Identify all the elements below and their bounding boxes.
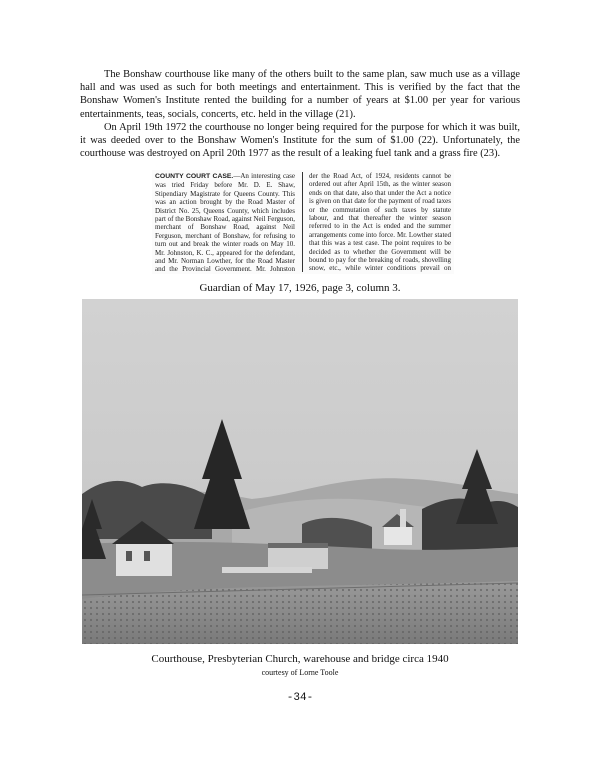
- bridge: [222, 567, 312, 573]
- historic-photo-image: [82, 299, 518, 644]
- paragraph-courthouse-deeded: On April 19th 1972 the courthouse no longer being required for the purpose for which it was built, it was deeded over to the Bonshaw Women's Institute for the sum of $1.00 (22). Unfortunately, the courthouse was destroyed on April 20th 1977 as the result of a leaking fuel tank and a grass fire (23).: [80, 122, 520, 160]
- newspaper-clipping: [152, 170, 454, 274]
- warehouse: [268, 543, 328, 569]
- paragraph-courthouse-village-hall: The Bonshaw courthouse like many of the others built to the same plan, saw much use as a village hall and was used as such for both meetings and entertainment. This is verified by the fact that the Bonshaw Women's Institute rented the building for a number of years at $1.00 per year for various entertainments, teas, socials, concerts, etc. held in the village (21).: [80, 69, 520, 120]
- clipping-column-1: [155, 172, 295, 272]
- historic-photo: [82, 299, 518, 644]
- page-number: -34-: [286, 692, 314, 704]
- clipping-column-1-text: —An interesting case was tried Friday before Mr. D. E. Shaw, Stipendiary Magistrate for Queens County. This was an action brought by the Road Master of District No. 25, Queens County, which includes part of the Bonshaw Road, against Neil Ferguson, merchant of Bonshaw Road, against Neil Ferguson, merchant of Bonshaw, for refusing to turn out and break the winter roads on May 10. Mr. Johnston, K. C., appeared for the defendant, and Mr. Norman Lowther, for the Road Master and the Provincial Government. Mr. Johnston: [155, 172, 295, 272]
- clipping-column-2: der the Road Act, of 1924, residents cannot be ordered out after April 15th, as the winter season ends on that date, also that under the Act a notice is given on that date for the payment of road taxes or the commutation of such taxes by statute labour, and that thereafter the winter season referred to in the Act is ended and the summer arrangements come into force. Mr. Lowther stated that this was a test case. The point requires to be decided as to whether the Government will be bound to pay for the breaking of roads, shovelling snow, etc., while winter conditions prevail on: [309, 172, 451, 272]
- clipping-headline: COUNTY COURT CASE.: [155, 173, 234, 180]
- clipping-column-divider: [302, 172, 303, 272]
- photo-credit: courtesy of Lorne Toole: [261, 668, 339, 677]
- clipping-caption: Guardian of May 17, 1926, page 3, column 3.: [199, 282, 401, 294]
- photo-caption: Courthouse, Presbyterian Church, warehouse and bridge circa 1940: [151, 653, 449, 665]
